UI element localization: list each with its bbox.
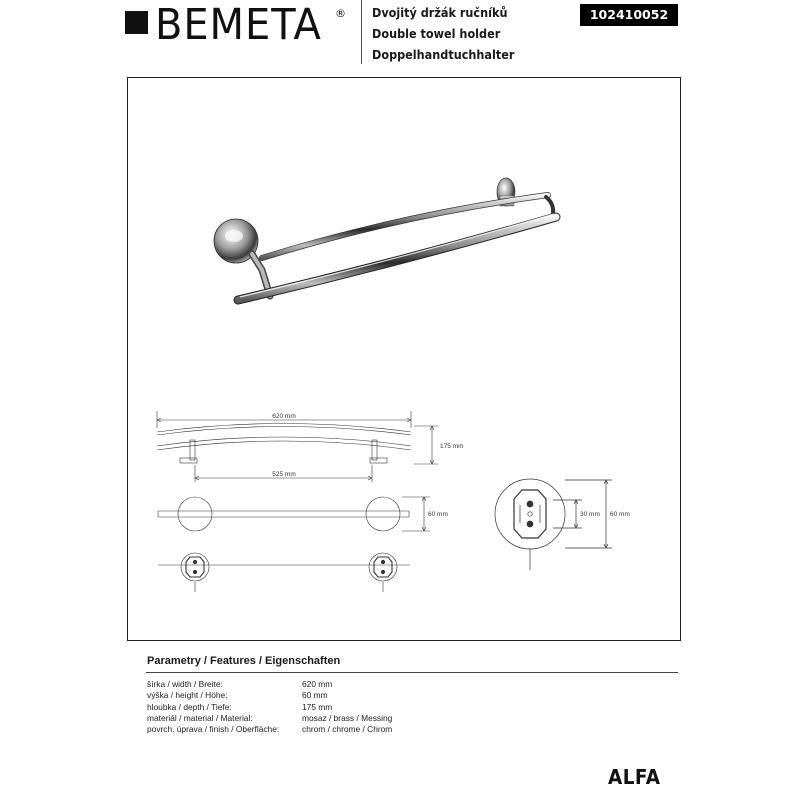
features-divider [146,672,678,673]
spec-value: 620 mm [302,679,333,689]
brand-name: BEMETA [155,0,322,50]
title-english: Double towel holder [372,26,501,41]
front-elevation [157,411,438,482]
table-row [147,713,392,724]
mount-view [158,553,410,592]
height-dimension: 60 mm [428,511,448,518]
width-dimension: 620 mm [272,413,296,420]
spec-label: šírka / width / Breite: [147,679,223,689]
rosette-detail [495,479,612,570]
table-row [147,702,392,713]
registered-mark: ® [335,7,346,20]
top-view [158,497,430,531]
spec-label: výška / height / Höhe: [147,690,228,701]
spec-value: chrom / chrome / Chrom [302,724,393,735]
depth-dimension: 175 mm [440,443,464,450]
series-name: ALFA [608,765,661,789]
table-row [147,724,392,735]
table-row [147,679,392,690]
spec-value: 60 mm [302,690,328,701]
lower-bar [238,217,556,300]
title-german: Doppelhandtuchhalter [372,47,515,62]
plate-dimension: 30 mm [580,511,600,518]
product-illustration [214,178,556,300]
rosette-height-dimension: 60 mm [610,511,630,518]
product-code: 102410052 [580,4,678,26]
spec-value: mosaz / brass / Messing [302,712,393,723]
spec-label: materiál / material / Material: [147,712,253,723]
features-heading: Parametry / Features / Eigenschaften [147,655,341,667]
spec-label: hloubka / depth / Tiefe: [147,701,232,712]
table-row [147,690,392,701]
features-table [147,679,392,735]
title-czech: Dvojitý držák ručníků [372,5,508,20]
spec-value: 175 mm [302,701,333,712]
spec-label: povrch. úprava / finish / Oberfläche: [147,724,280,735]
inner-dimension: 525 mm [272,471,296,478]
